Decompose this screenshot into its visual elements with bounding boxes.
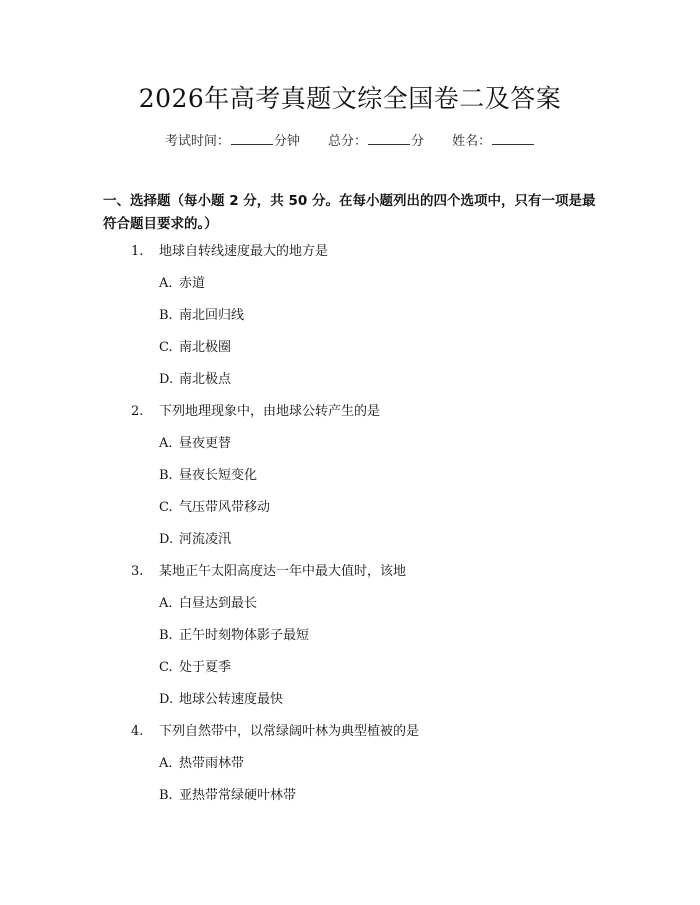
question-stem: 下列自然带中，以常绿阔叶林为典型植被的是 bbox=[159, 724, 420, 739]
student-name-label: 姓名： bbox=[452, 134, 492, 149]
exam-time-label: 考试时间： bbox=[164, 134, 230, 149]
option-letter: B. bbox=[159, 788, 173, 803]
option-item bbox=[0, 464, 700, 496]
option-text: 昼夜更替 bbox=[179, 436, 232, 451]
option-text: 白昼达到最长 bbox=[179, 596, 258, 611]
question-stem: 地球自转线速度最大的地方是 bbox=[159, 244, 329, 259]
option-text: 处于夏季 bbox=[179, 660, 232, 675]
question-number: 2. bbox=[131, 404, 144, 419]
option-text: 南北回归线 bbox=[179, 308, 245, 323]
option-letter: A. bbox=[159, 436, 173, 451]
option-item bbox=[0, 784, 700, 816]
total-score-label: 总分： bbox=[327, 134, 367, 149]
student-name-blank bbox=[492, 131, 534, 145]
question-2 bbox=[0, 400, 700, 432]
question-stem: 下列地理现象中，由地球公转产生的是 bbox=[159, 404, 381, 419]
option-item bbox=[0, 656, 700, 688]
option-text: 热带雨林带 bbox=[179, 756, 245, 771]
option-letter: D. bbox=[159, 372, 174, 387]
option-letter: D. bbox=[159, 532, 174, 547]
option-item bbox=[0, 752, 700, 784]
option-item bbox=[0, 592, 700, 624]
option-letter: C. bbox=[159, 500, 173, 515]
exam-time-field bbox=[165, 131, 300, 152]
option-item bbox=[0, 624, 700, 656]
option-text: 昼夜长短变化 bbox=[179, 468, 258, 483]
question-number: 1. bbox=[131, 244, 144, 259]
option-text: 南北极圈 bbox=[179, 340, 232, 355]
option-text: 地球公转速度最快 bbox=[179, 692, 284, 707]
question-stem: 某地正午太阳高度达一年中最大值时，该地 bbox=[159, 564, 407, 579]
option-text: 亚热带常绿硬叶林带 bbox=[179, 788, 297, 803]
section-heading: 一、选择题（每小题 2 分，共 50 分。在每小题列出的四个选项中，只有一项是最符合题目要求的。） bbox=[103, 193, 596, 232]
page-title: 2026年高考真题文综全国卷二及答案 bbox=[138, 84, 562, 113]
student-name-field bbox=[452, 131, 535, 152]
option-item bbox=[0, 496, 700, 528]
option-item bbox=[0, 688, 700, 720]
option-letter: C. bbox=[159, 340, 173, 355]
question-1 bbox=[0, 240, 700, 272]
option-text: 南北极点 bbox=[179, 372, 232, 387]
option-item bbox=[0, 528, 700, 560]
total-score-blank bbox=[368, 131, 410, 145]
option-letter: A. bbox=[159, 596, 173, 611]
option-letter: C. bbox=[159, 660, 173, 675]
option-text: 赤道 bbox=[179, 276, 206, 291]
exam-time-blank bbox=[231, 131, 273, 145]
question-number: 4. bbox=[131, 724, 144, 739]
option-letter: B. bbox=[159, 468, 173, 483]
option-item bbox=[0, 272, 700, 304]
option-letter: D. bbox=[159, 692, 174, 707]
question-4 bbox=[0, 720, 700, 752]
option-text: 正午时刻物体影子最短 bbox=[179, 628, 310, 643]
total-score-field bbox=[328, 131, 424, 152]
question-number: 3. bbox=[131, 564, 144, 579]
option-item bbox=[0, 304, 700, 336]
option-text: 河流凌汛 bbox=[179, 532, 232, 547]
option-letter: A. bbox=[159, 276, 173, 291]
exam-info-line bbox=[0, 131, 700, 152]
option-letter: A. bbox=[159, 756, 173, 771]
exam-time-unit: 分钟 bbox=[273, 134, 300, 149]
option-letter: B. bbox=[159, 628, 173, 643]
option-item bbox=[0, 432, 700, 464]
option-item bbox=[0, 368, 700, 400]
option-item bbox=[0, 336, 700, 368]
question-3 bbox=[0, 560, 700, 592]
option-letter: B. bbox=[159, 308, 173, 323]
question-list bbox=[0, 240, 700, 816]
total-score-unit: 分 bbox=[411, 134, 425, 149]
option-text: 气压带风带移动 bbox=[179, 500, 271, 515]
